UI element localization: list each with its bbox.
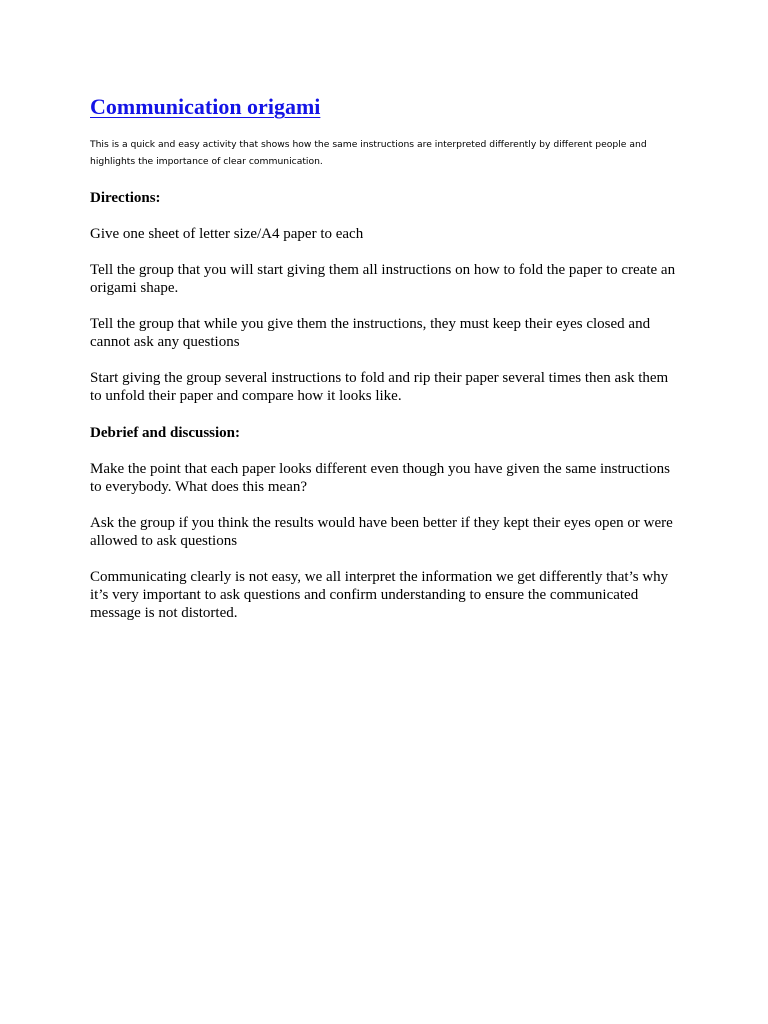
directions-heading: Directions: bbox=[90, 190, 161, 206]
document-page bbox=[90, 93, 680, 622]
debrief-heading: Debrief and discussion: bbox=[90, 425, 241, 441]
direction-step-2: Tell the group that you will start giving them all instructions on how to fold the paper to create an origami shape. bbox=[90, 262, 676, 296]
direction-step-4: Start giving the group several instructions to fold and rip their paper several times then ask them to unfold their paper and compare how it looks like. bbox=[90, 370, 669, 404]
direction-step-3: Tell the group that while you give them the instructions, they must keep their eyes closed and cannot ask any questions bbox=[90, 316, 651, 350]
intro-paragraph: This is a quick and easy activity that shows how the same instructions are interpreted differently by different people and highlights the importance of clear communication. bbox=[90, 139, 647, 167]
document-title-link[interactable]: Communication origami bbox=[90, 94, 321, 119]
debrief-paragraph-2: Ask the group if you think the results would have been better if they kept their eyes open or were allowed to ask questions bbox=[90, 515, 673, 549]
debrief-paragraph-1: Make the point that each paper looks different even though you have given the same instructions to everybody. What does this mean? bbox=[90, 461, 670, 495]
direction-step-1: Give one sheet of letter size/A4 paper to each bbox=[90, 226, 364, 242]
debrief-paragraph-3: Communicating clearly is not easy, we all interpret the information we get differently that’s why it’s very important to ask questions and confirm understanding to ensure the communicated message is not distorted. bbox=[90, 569, 669, 621]
